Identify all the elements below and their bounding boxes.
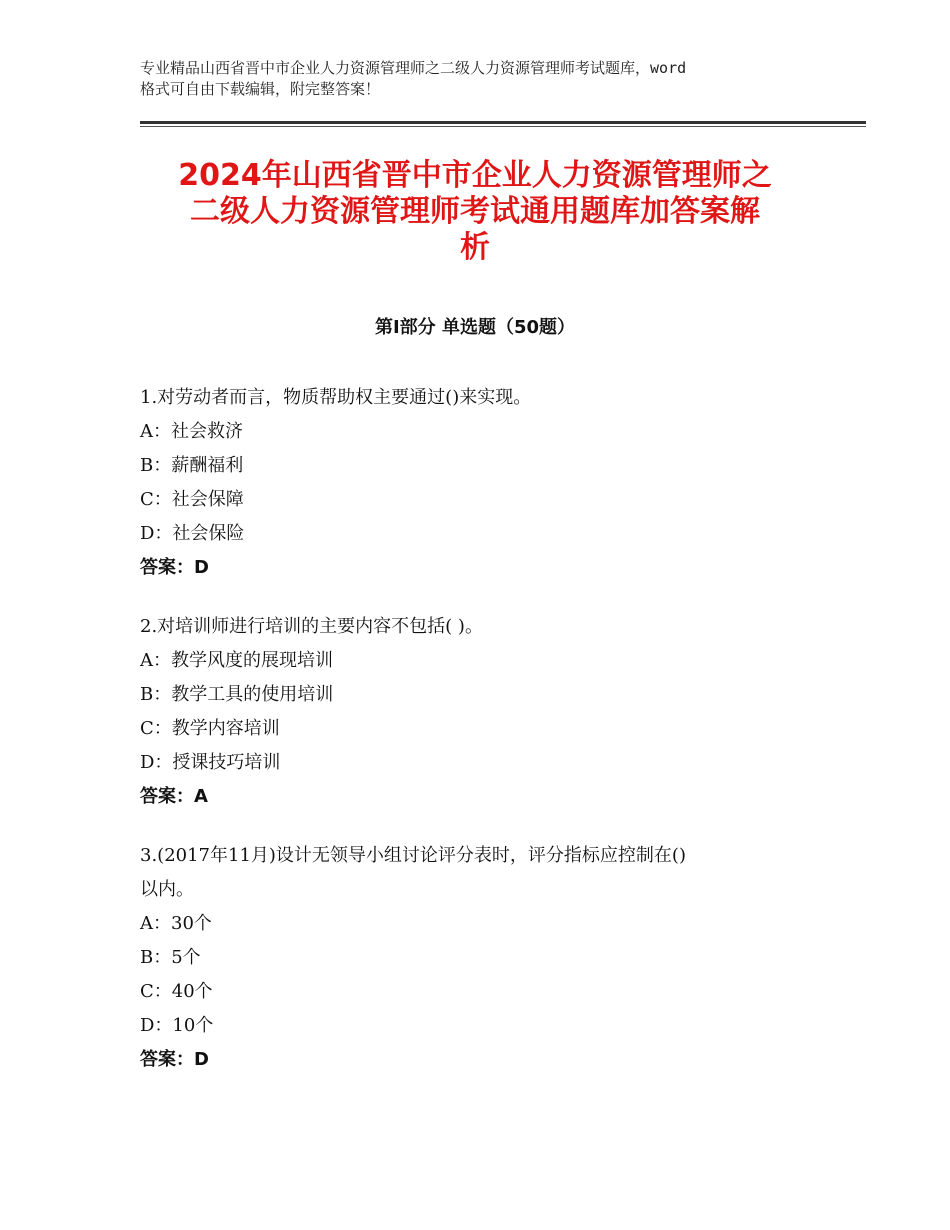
answer-option: D：社会保险 (140, 523, 245, 544)
header-note-line: 格式可自由下载编辑，附完整答案！ (140, 80, 381, 98)
header-divider-thin (140, 126, 866, 127)
section-heading: 第Ⅰ部分 单选题（50题） (374, 317, 575, 338)
document-title-line: 析 (460, 230, 490, 265)
header-note (140, 58, 830, 100)
document-title-line: 二级人力资源管理师考试通用题库加答案解 (190, 194, 760, 229)
answer-option: C：社会保障 (140, 489, 244, 510)
answer-option: B：薪酬福利 (140, 455, 244, 476)
answer-option: B：5个 (140, 947, 201, 968)
answer-key: 答案：A (140, 786, 208, 807)
answer-key: 答案：D (140, 557, 209, 578)
header-divider-thick (140, 121, 866, 124)
document-title (120, 158, 830, 266)
answer-option: B：教学工具的使用培训 (140, 684, 334, 705)
question-item (140, 610, 840, 814)
answer-option: A：社会救济 (140, 421, 243, 442)
question-list (140, 381, 840, 1102)
question-stem: 3.(2017年11月)设计无领导小组讨论评分表时，评分指标应控制在() (140, 845, 686, 866)
answer-option: D：授课技巧培训 (140, 752, 281, 773)
header-note-line: 专业精品山西省晋中市企业人力资源管理师之二级人力资源管理师考试题库，word (140, 59, 687, 77)
question-item (140, 839, 840, 1077)
document-title-line: 2024年山西省晋中市企业人力资源管理师之 (178, 158, 772, 193)
answer-key: 答案：D (140, 1049, 209, 1070)
answer-option: A：30个 (140, 913, 212, 934)
question-stem: 2.对培训师进行培训的主要内容不包括( )。 (140, 616, 483, 637)
answer-option: D：10个 (140, 1015, 214, 1036)
question-stem-continuation: 以内。 (140, 879, 194, 900)
question-item (140, 381, 840, 585)
question-stem: 1.对劳动者而言，物质帮助权主要通过()来实现。 (140, 387, 532, 408)
answer-option: C：教学内容培训 (140, 718, 280, 739)
answer-option: A：教学风度的展现培训 (140, 650, 333, 671)
answer-option: C：40个 (140, 981, 213, 1002)
